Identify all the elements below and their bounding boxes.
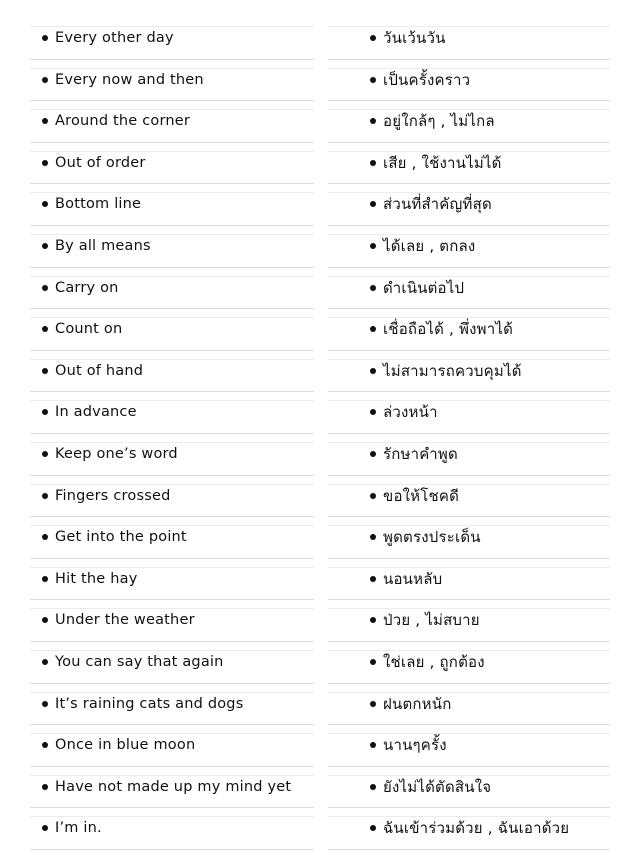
bullet-icon [42,285,48,291]
bullet-icon [370,368,376,374]
bullet-icon [370,534,376,540]
bullet-icon [42,326,48,332]
thai-meaning-row [328,184,610,226]
english-phrase: Get into the point [55,529,187,546]
english-phrase-row [30,684,314,726]
bullet-icon [370,451,376,457]
thai-meaning-row [328,309,610,351]
thai-meaning-row [328,143,610,185]
thai-meaning: อยู่ใกล้ๆ , ไม่ไกล [383,112,495,131]
english-phrase: You can say that again [55,653,224,670]
english-phrase: By all means [55,237,151,254]
english-phrase-row [30,143,314,185]
bullet-icon [370,617,376,623]
english-phrase-row [30,559,314,601]
english-phrase-row [30,184,314,226]
english-phrase: Keep one’s word [55,445,178,462]
english-phrase: Hit the hay [55,570,138,587]
bullet-icon [370,160,376,166]
english-phrase: I’m in. [55,820,102,837]
thai-meaning-row [328,18,610,60]
bullet-icon [42,368,48,374]
thai-meaning-column [328,18,610,850]
thai-meaning: ไม่สามารถควบคุมได้ [383,361,522,380]
thai-meaning-row [328,60,610,102]
thai-meaning: ยังไม่ได้ตัดสินใจ [383,777,492,796]
english-phrase-row [30,351,314,393]
thai-meaning-row [328,600,610,642]
thai-meaning: วันเว้นวัน [383,29,446,47]
thai-meaning: ขอให้โชคดี [383,486,460,505]
english-phrase: Every now and then [55,71,204,88]
thai-meaning: ป่วย , ไม่สบาย [383,611,480,630]
bullet-icon [370,77,376,83]
thai-meaning-row [328,725,610,767]
bullet-icon [370,784,376,790]
bullet-icon [370,35,376,41]
english-phrase-row [30,309,314,351]
english-phrase-row [30,808,314,850]
thai-meaning-row [328,767,610,809]
thai-meaning-row [328,559,610,601]
english-phrase: Around the corner [55,113,191,130]
thai-meaning-row [328,101,610,143]
english-phrase: In advance [55,404,137,421]
thai-meaning-row [328,392,610,434]
english-phrase-row [30,268,314,310]
english-phrase: Fingers crossed [55,487,171,504]
english-phrase-row [30,476,314,518]
thai-meaning: พูดตรงประเด็น [383,528,481,547]
thai-meaning-row [328,476,610,518]
bullet-icon [42,493,48,499]
english-phrase: Out of order [55,154,146,171]
english-phrase-row [30,517,314,559]
bullet-icon [370,701,376,707]
thai-meaning: เชื่อถือได้ , พึ่งพาได้ [383,320,514,339]
english-phrase: Have not made up my mind yet [55,778,292,795]
bullet-icon [42,160,48,166]
bullet-icon [370,409,376,415]
thai-meaning: ฉันเข้าร่วมด้วย , ฉันเอาด้วย [383,819,570,838]
thai-meaning: ล่วงหน้า [383,403,438,422]
english-phrase-row [30,226,314,268]
english-phrase-row [30,642,314,684]
english-phrase: Once in blue moon [55,737,196,754]
bullet-icon [42,35,48,41]
thai-meaning: เป็นครั้งคราว [383,70,471,89]
thai-meaning-row [328,808,610,850]
english-phrase: Carry on [55,279,119,296]
bullet-icon [42,451,48,457]
thai-meaning-row [328,642,610,684]
bullet-icon [42,825,48,831]
thai-meaning: ดำเนินต่อไป [383,278,465,297]
bullet-icon [370,201,376,207]
thai-meaning-row [328,268,610,310]
english-phrase-column [30,18,314,850]
bullet-icon [370,493,376,499]
bullet-icon [42,701,48,707]
bullet-icon [42,118,48,124]
english-phrase-row [30,767,314,809]
english-phrase-row [30,60,314,102]
thai-meaning: ใช่เลย , ถูกต้อง [383,652,485,671]
english-phrase-row [30,392,314,434]
bullet-icon [42,409,48,415]
bullet-icon [370,285,376,291]
bullet-icon [42,576,48,582]
english-phrase-row [30,18,314,60]
bullet-icon [42,201,48,207]
thai-meaning-row [328,226,610,268]
thai-meaning: นอนหลับ [383,569,443,588]
english-phrase: It’s raining cats and dogs [55,695,244,712]
bullet-icon [42,784,48,790]
bullet-icon [42,77,48,83]
english-phrase-row [30,600,314,642]
thai-meaning-row [328,684,610,726]
thai-meaning: นานๆครั้ง [383,736,447,755]
bullet-icon [42,659,48,665]
thai-meaning: ฝนตกหนัก [383,694,452,713]
english-phrase: Every other day [55,30,174,46]
thai-meaning-row [328,434,610,476]
english-phrase: Out of hand [55,362,144,379]
bullet-icon [370,243,376,249]
bullet-icon [370,659,376,665]
english-phrase-row [30,101,314,143]
english-phrase: Count on [55,321,123,338]
english-phrase: Bottom line [55,196,142,213]
bullet-icon [370,118,376,124]
english-phrase-row [30,434,314,476]
bullet-icon [370,326,376,332]
bullet-icon [42,243,48,249]
thai-meaning-row [328,351,610,393]
bullet-icon [42,742,48,748]
bullet-icon [370,742,376,748]
thai-meaning: เสีย , ใช้งานไม่ได้ [383,153,502,172]
english-phrase-row [30,725,314,767]
bullet-icon [42,534,48,540]
bullet-icon [370,576,376,582]
thai-meaning: รักษาคำพูด [383,444,458,463]
thai-meaning: ส่วนที่สำคัญที่สุด [383,195,492,214]
thai-meaning: ได้เลย , ตกลง [383,236,476,255]
english-phrase: Under the weather [55,612,195,629]
bullet-icon [42,617,48,623]
thai-meaning-row [328,517,610,559]
bullet-icon [370,825,376,831]
